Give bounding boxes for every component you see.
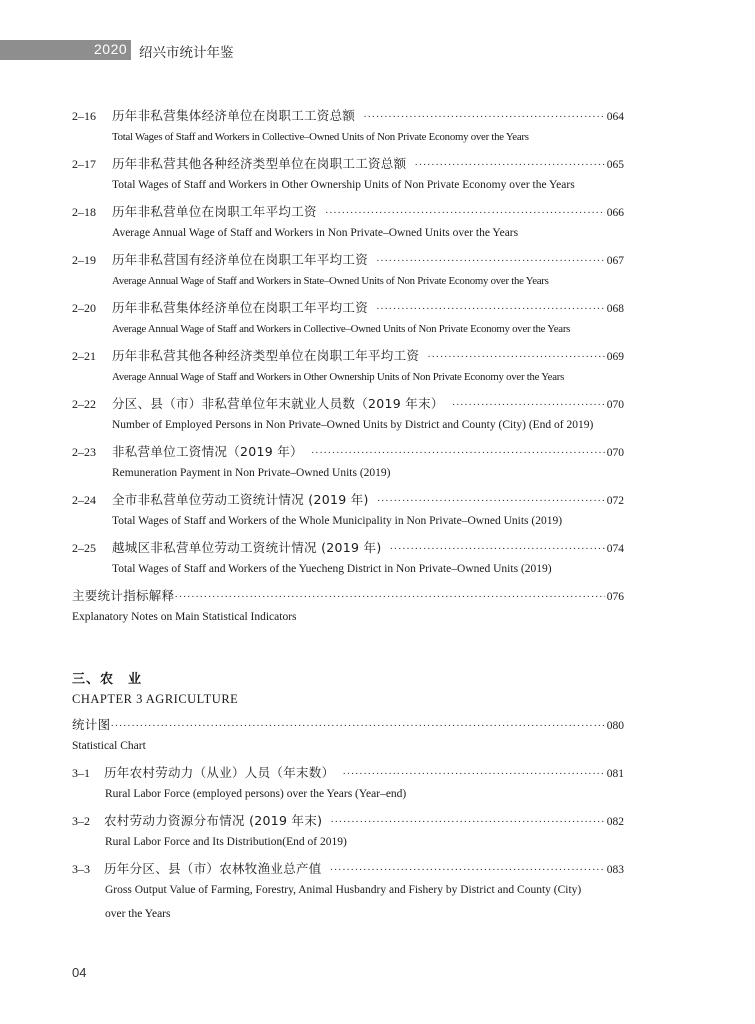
- entry-title-zh: 越城区非私营单位劳动工资统计情况 (2019 年): [112, 540, 382, 555]
- entry-number: 2–19: [72, 253, 96, 267]
- toc-entry[interactable]: [72, 154, 624, 172]
- entry-page: 064: [606, 111, 624, 123]
- entry-title-en: Average Annual Wage of Staff and Workers in Non Private–Owned Units over the Years: [112, 227, 519, 239]
- entry-number: 2–22: [72, 397, 96, 411]
- entry-page: 069: [606, 351, 624, 363]
- dot-leader: [110, 720, 604, 732]
- toc-entry-chart[interactable]: [72, 715, 624, 733]
- toc-entry[interactable]: [72, 442, 624, 460]
- entry-title-en: Total Wages of Staff and Workers of the Whole Municipality in Non Private–Owned Units (2019): [112, 515, 563, 527]
- toc-entry[interactable]: [72, 490, 624, 508]
- entry-title-zh: 主要统计指标解释: [72, 588, 175, 603]
- entry-page: 081: [606, 768, 624, 780]
- dot-leader: [325, 207, 605, 219]
- entry-title-zh: 历年非私营其他各种经济类型单位在岗职工年平均工资: [112, 348, 420, 363]
- entry-title-en: Total Wages of Staff and Workers of the Yuecheng District in Non Private–Owned Units (2019): [112, 563, 552, 575]
- entry-title-zh: 历年非私营单位在岗职工年平均工资: [112, 204, 317, 219]
- entry-title-zh: 历年非私营集体经济单位在岗职工工资总额: [112, 108, 356, 123]
- entry-title-en-continued: over the Years: [105, 908, 171, 920]
- toc-entry[interactable]: [72, 859, 624, 877]
- entry-page: 082: [606, 816, 624, 828]
- toc-entry[interactable]: [72, 763, 624, 781]
- entry-title-en: Average Annual Wage of Staff and Workers in Collective–Owned Units of Non Private Economy over the Years: [112, 323, 571, 335]
- toc-entry[interactable]: [72, 298, 624, 316]
- entry-number: 2–23: [72, 445, 96, 459]
- entry-title-en: Gross Output Value of Farming, Forestry, Animal Husbandry and Fishery by District and County (City): [105, 884, 582, 896]
- toc-entry[interactable]: [72, 202, 624, 220]
- entry-title-zh: 历年非私营其他各种经济类型单位在岗职工工资总额: [112, 156, 407, 171]
- entry-title-en: Total Wages of Staff and Workers in Collective–Owned Units of Non Private Economy over the Years: [112, 131, 529, 143]
- entry-title-en: Rural Labor Force and Its Distribution(End of 2019): [105, 836, 347, 848]
- chapter-title-en: CHAPTER 3 AGRICULTURE: [72, 692, 239, 706]
- entry-title-en: Average Annual Wage of Staff and Workers in Other Ownership Units of Non Private Economy over the Years: [112, 371, 565, 383]
- toc-entry-notes[interactable]: [72, 586, 624, 604]
- entry-number: 2–18: [72, 205, 96, 219]
- toc-entry[interactable]: [72, 394, 624, 412]
- toc-entry[interactable]: [72, 106, 624, 124]
- dot-leader: [376, 255, 605, 267]
- entry-title-en: Explanatory Notes on Main Statistical Indicators: [72, 611, 297, 623]
- entry-title-zh: 非私营单位工资情况（2019 年）: [112, 444, 303, 459]
- entry-page: 076: [606, 591, 624, 603]
- page-number: 04: [72, 965, 87, 980]
- entry-page: 072: [606, 495, 624, 507]
- toc-entry[interactable]: [72, 811, 624, 829]
- entry-page: 067: [606, 255, 624, 267]
- entry-page: 080: [606, 720, 624, 732]
- entry-page: 074: [606, 543, 624, 555]
- entry-number: 2–17: [72, 157, 96, 171]
- entry-number: 2–25: [72, 541, 96, 555]
- dot-leader: [330, 864, 605, 876]
- entry-page: 070: [606, 399, 624, 411]
- entry-title-en: Total Wages of Staff and Workers in Other Ownership Units of Non Private Economy over the Years: [112, 179, 575, 191]
- entry-title-zh: 全市非私营单位劳动工资统计情况 (2019 年): [112, 492, 369, 507]
- dot-leader: [414, 159, 604, 171]
- entry-number: 3–3: [72, 862, 90, 876]
- entry-title-zh: 分区、县（市）非私营单位年末就业人员数（2019 年末）: [112, 396, 444, 411]
- dot-leader: [363, 111, 605, 123]
- dot-leader: [330, 816, 604, 828]
- entry-title-en: Rural Labor Force (employed persons) over the Years (Year–end): [105, 788, 407, 800]
- entry-title-zh: 历年非私营国有经济单位在岗职工年平均工资: [112, 252, 369, 267]
- dot-leader: [311, 447, 605, 459]
- entry-page: 066: [606, 207, 624, 219]
- entry-number: 2–16: [72, 109, 96, 123]
- chapter-title-zh: 三、农 业: [72, 672, 143, 687]
- entry-title-en: Number of Employed Persons in Non Private–Owned Units by District and County (City) (End of 2019): [112, 419, 594, 431]
- dot-leader: [342, 768, 604, 780]
- dot-leader: [376, 303, 605, 315]
- entry-page: 065: [606, 159, 624, 171]
- entry-number: 3–2: [72, 814, 90, 828]
- entry-title-en: Statistical Chart: [72, 740, 146, 752]
- entry-title-zh: 统计图: [72, 717, 111, 732]
- entry-page: 068: [606, 303, 624, 315]
- dot-leader: [452, 399, 605, 411]
- entry-number: 3–1: [72, 766, 90, 780]
- entry-number: 2–20: [72, 301, 96, 315]
- entry-number: 2–24: [72, 493, 96, 507]
- entry-title-en: Remuneration Payment in Non Private–Owned Units (2019): [112, 467, 391, 479]
- toc-entry[interactable]: [72, 250, 624, 268]
- toc-entry[interactable]: [72, 346, 624, 364]
- entry-page: 083: [606, 864, 624, 876]
- header-year: 2020: [94, 41, 128, 57]
- toc-entry[interactable]: [72, 538, 624, 556]
- entry-title-zh: 农村劳动力资源分布情况 (2019 年末): [104, 813, 323, 828]
- dot-leader: [377, 495, 605, 507]
- dot-leader: [427, 351, 605, 363]
- entry-title-en: Average Annual Wage of Staff and Workers in State–Owned Units of Non Private Economy over the Years: [112, 275, 549, 287]
- entry-page: 070: [606, 447, 624, 459]
- dot-leader: [174, 591, 604, 603]
- entry-number: 2–21: [72, 349, 96, 363]
- dot-leader: [390, 543, 605, 555]
- header-title: 绍兴市统计年鉴: [139, 45, 234, 61]
- entry-title-zh: 历年分区、县（市）农林牧渔业总产值: [104, 861, 322, 876]
- entry-title-zh: 历年农村劳动力（从业）人员（年末数）: [104, 765, 335, 780]
- entry-title-zh: 历年非私营集体经济单位在岗职工年平均工资: [112, 300, 369, 315]
